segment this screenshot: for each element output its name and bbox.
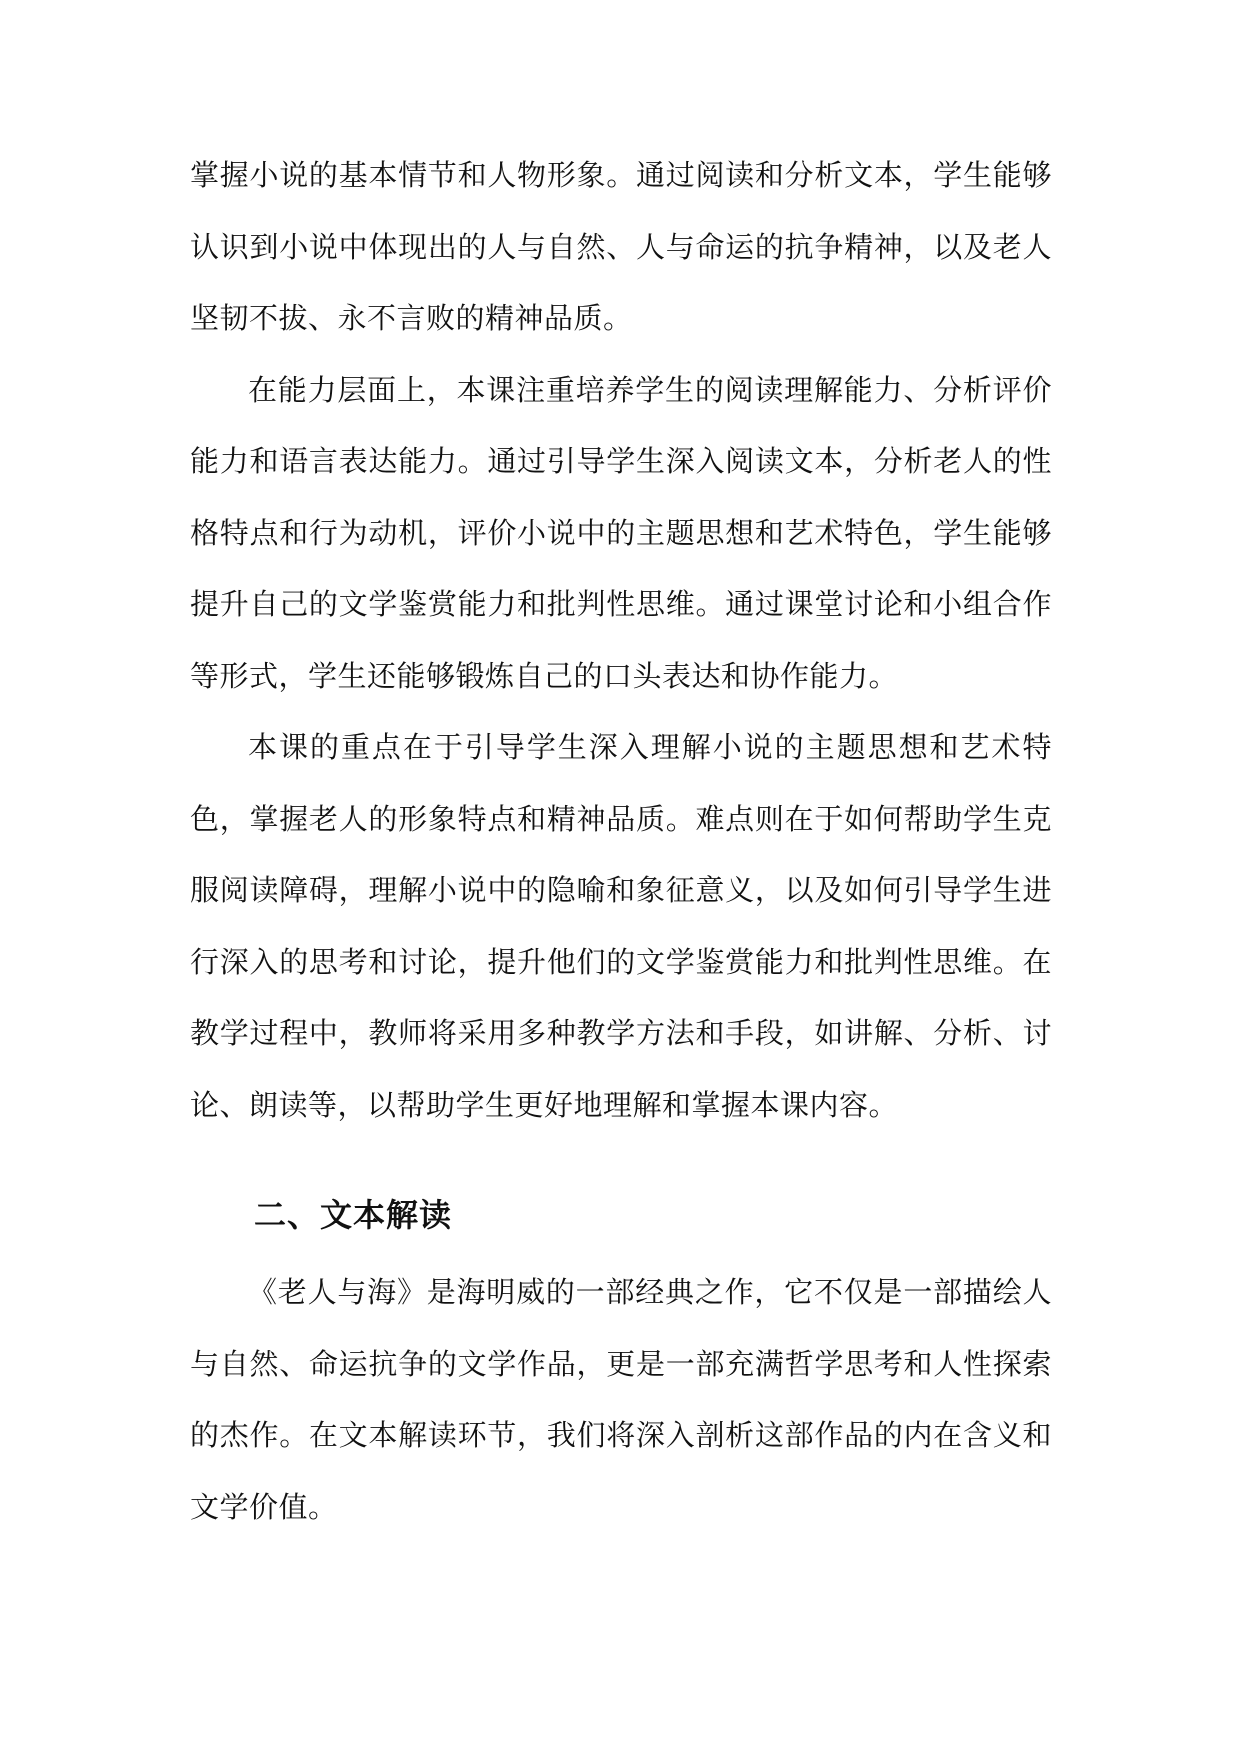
paragraph-key-points: 本课的重点在于引导学生深入理解小说的主题思想和艺术特色，掌握老人的形象特点和精神品质。难点则在于如何帮助学生克服阅读障碍，理解小说中的隐喻和象征意义，以及如何引导学生进行深入的思考和讨论，提升他们的文学鉴赏能力和批判性思维。在教学过程中，教师将采用多种教学方法和手段，如讲解、分析、讨论、朗读等，以帮助学生更好地理解和掌握本课内容。 xyxy=(190,730,1052,1122)
document-body xyxy=(190,140,1052,1543)
section-heading: 二、文本解读 xyxy=(254,1196,453,1234)
paragraph-text-reading: 《老人与海》是海明威的一部经典之作，它不仅是一部描绘人与自然、命运抗争的文学作品，更是一部充满哲学思考和人性探索的杰作。在文本解读环节，我们将深入剖析这部作品的内在含义和文学价值。 xyxy=(190,1275,1052,1524)
paragraph-ability: 在能力层面上，本课注重培养学生的阅读理解能力、分析评价能力和语言表达能力。通过引导学生深入阅读文本，分析老人的性格特点和行为动机，评价小说中的主题思想和艺术特色，学生能够提升自己的文学鉴赏能力和批判性思维。通过课堂讨论和小组合作等形式，学生还能够锻炼自己的口头表达和协作能力。 xyxy=(190,372,1052,693)
paragraph-continued: 掌握小说的基本情节和人物形象。通过阅读和分析文本，学生能够认识到小说中体现出的人与自然、人与命运的抗争精神，以及老人坚韧不拔、永不言败的精神品质。 xyxy=(190,158,1052,335)
